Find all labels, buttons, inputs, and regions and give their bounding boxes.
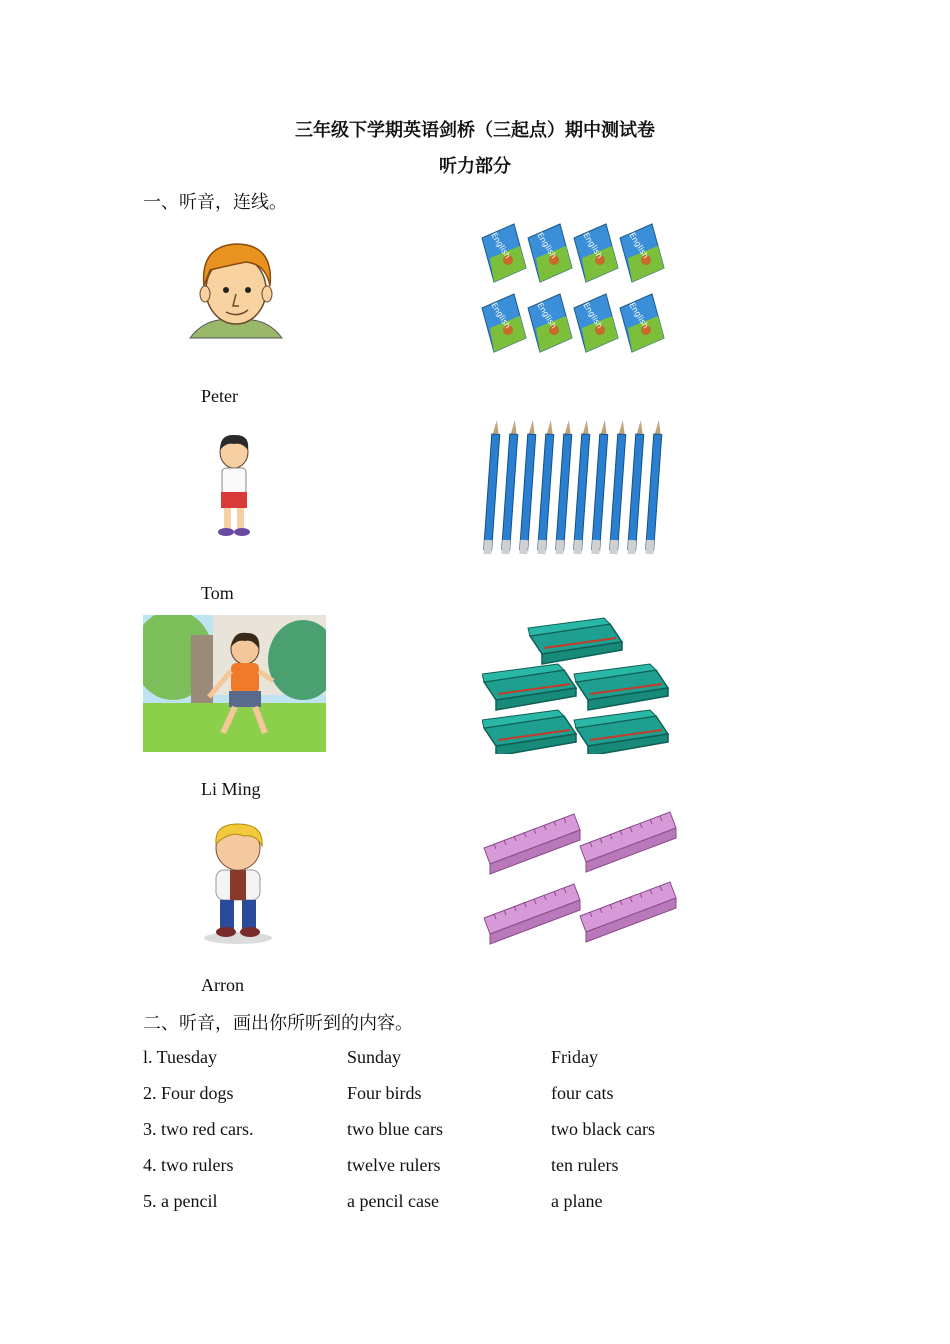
name-li-ming: Li Ming: [201, 779, 261, 799]
option: 2. Four dogs: [143, 1083, 234, 1103]
english-books-picture: [480, 222, 670, 360]
option: Sunday: [347, 1047, 401, 1067]
option: Friday: [551, 1047, 598, 1067]
name-peter: Peter: [201, 386, 238, 406]
option: 3. two red cars.: [143, 1119, 254, 1139]
tom-picture: [208, 432, 260, 540]
option: two blue cars: [347, 1119, 443, 1139]
option: a pencil case: [347, 1191, 439, 1211]
option: four cats: [551, 1083, 614, 1103]
option: a plane: [551, 1191, 603, 1211]
option: Four birds: [347, 1083, 422, 1103]
part2-heading: 二、听音，画出你所听到的内容。: [143, 1013, 413, 1034]
option: two black cars: [551, 1119, 655, 1139]
option: 5. a pencil: [143, 1191, 218, 1211]
option: twelve rulers: [347, 1155, 441, 1175]
arron-picture: [200, 820, 276, 946]
option: 4. two rulers: [143, 1155, 234, 1175]
part1-heading: 一、听音，连线。: [143, 192, 287, 213]
li-ming-picture: [143, 615, 326, 752]
rulers-picture: [482, 810, 680, 952]
option: ten rulers: [551, 1155, 619, 1175]
name-arron: Arron: [201, 975, 244, 995]
pencils-picture: [482, 418, 670, 558]
option: l. Tuesday: [143, 1047, 218, 1067]
page-title: 三年级下学期英语剑桥（三起点）期中测试卷: [295, 120, 655, 141]
peter-picture: [186, 236, 286, 340]
page-subtitle: 听力部分: [439, 156, 511, 177]
name-tom: Tom: [201, 583, 234, 603]
pencil-cases-picture: [482, 614, 670, 754]
